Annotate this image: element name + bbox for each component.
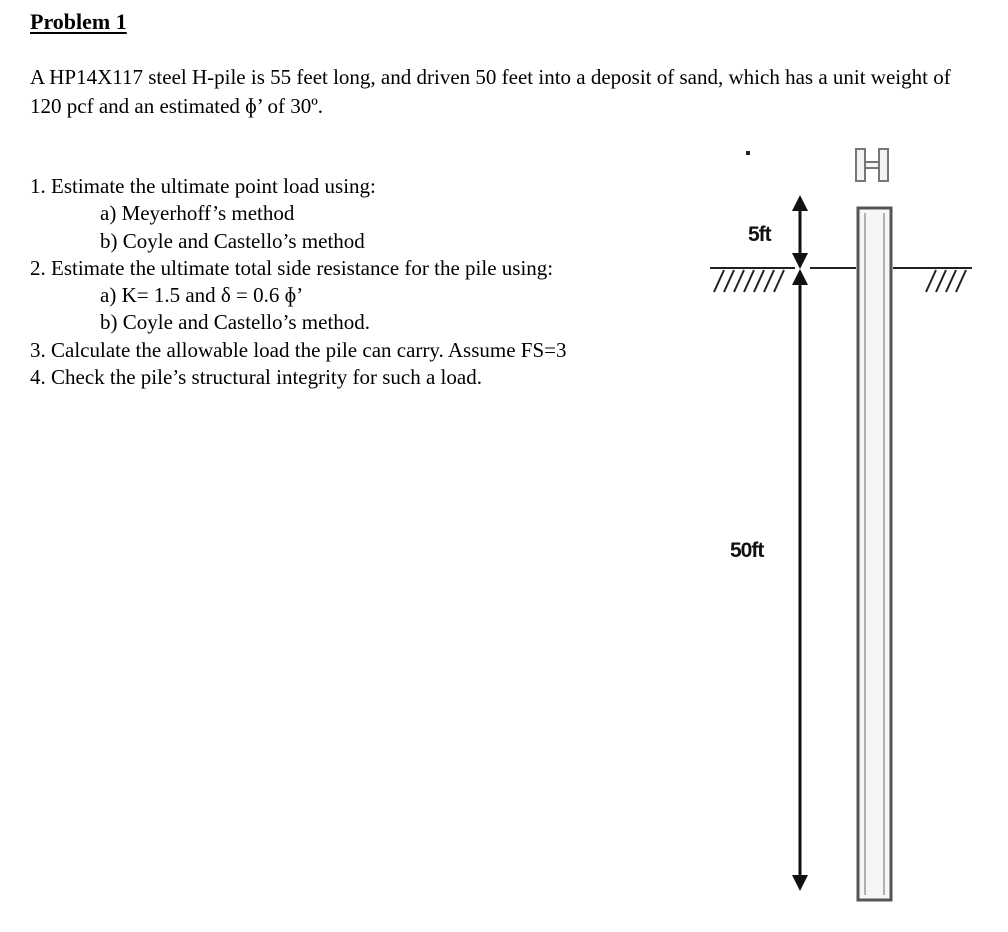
problem-statement: A HP14X117 steel H-pile is 55 feet long, and driven 50 feet into a deposit of sand, which has a unit weight of 120 pcf and an estimated ɸ’ of 30º. bbox=[30, 65, 951, 118]
dimension-50ft-arrow bbox=[792, 269, 808, 891]
h-section-icon bbox=[856, 149, 888, 181]
task-4: 4. Check the pile’s structural integrity for such a load. bbox=[30, 365, 482, 390]
task-3: 3. Calculate the allowable load the pile can carry. Assume FS=3 bbox=[30, 337, 567, 362]
pile-diagram-svg bbox=[690, 135, 990, 915]
steel-pile bbox=[858, 208, 891, 900]
dimension-5ft-arrow bbox=[792, 195, 808, 269]
task-1b: b) Coyle and Castello’s method bbox=[100, 228, 365, 253]
task-2b: b) Coyle and Castello’s method. bbox=[100, 310, 371, 335]
label-5ft: 5ft bbox=[748, 223, 771, 246]
task-2a: a) K= 1.5 and δ = 0.6 ɸ’ bbox=[100, 283, 304, 308]
task-1: 1. Estimate the ultimate point load using: bbox=[30, 174, 376, 198]
task-2: 2. Estimate the ultimate total side resistance for the pile using: bbox=[30, 255, 554, 280]
problem-title: Problem 1 bbox=[30, 9, 127, 34]
task-1a: a) Meyerhoff’s method bbox=[100, 201, 295, 226]
stray-mark bbox=[746, 151, 750, 155]
label-50ft: 50ft bbox=[730, 539, 764, 562]
ground-surface-left bbox=[710, 268, 795, 292]
pile-diagram bbox=[690, 135, 990, 915]
ground-surface-right bbox=[893, 268, 972, 292]
task-list bbox=[30, 173, 567, 391]
